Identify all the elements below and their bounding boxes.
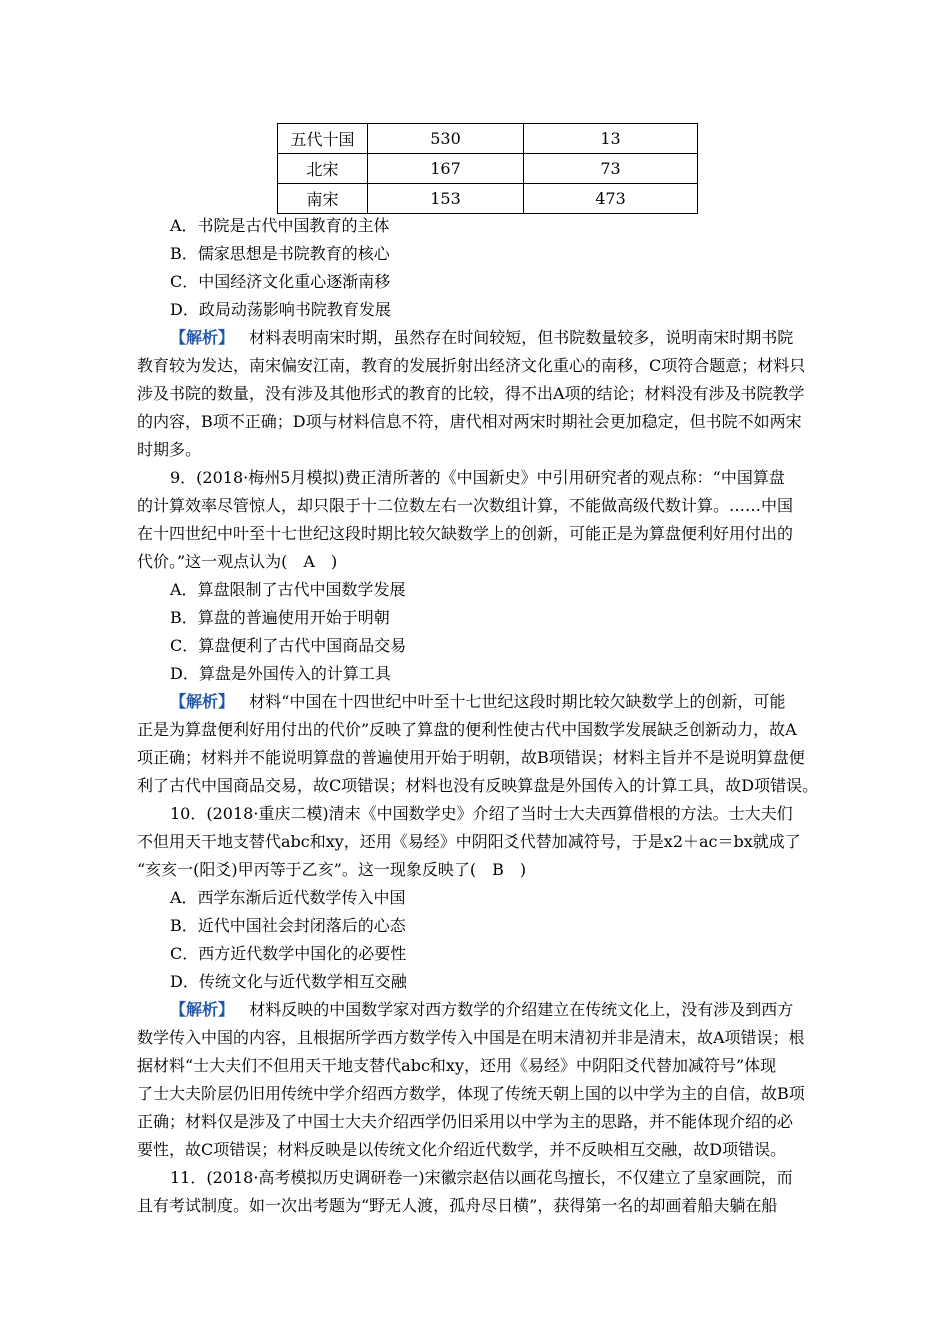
q10-stem-line: 不但用天干地支替代abc和xy，还用《易经》中阴阳爻代替加减符号，于是x2＋ac＝bx就成了 bbox=[137, 832, 801, 851]
q10-analysis-line: 要性，故C项错误；材料反映是以传统文化介绍近代数学，并不反映相互交融，故D项错误。 bbox=[137, 1140, 787, 1159]
q8-analysis-line: 【解析】 材料表明南宋时期，虽然存在时间较短，但书院数量较多，说明南宋时期书院 bbox=[170, 328, 794, 347]
q11-stem-line: 11．(2018·高考模拟历史调研卷一)宋徽宗赵佶以画花鸟擅长，不仅建立了皇家画院，而 bbox=[170, 1168, 793, 1187]
table-row bbox=[278, 154, 698, 184]
q8-option-b: B．儒家思想是书院教育的核心 bbox=[170, 244, 390, 263]
q8-analysis-line: 时期多。 bbox=[137, 440, 202, 459]
table-cell: 473 bbox=[524, 184, 698, 214]
table-cell: 153 bbox=[368, 184, 524, 214]
q9-option-b: B．算盘的普遍使用开始于明朝 bbox=[170, 608, 390, 627]
table-cell: 73 bbox=[524, 154, 698, 184]
q9-stem-line: 的计算效率尽管惊人，却只限于十二位数左右一次数组计算，不能做高级代数计算。……中国 bbox=[137, 496, 794, 515]
q9-stem-line: 代价。”这一观点认为( A ) bbox=[137, 552, 338, 571]
q8-option-a: A．书院是古代中国教育的主体 bbox=[170, 216, 390, 235]
analysis-tag: 【解析】 bbox=[170, 328, 235, 347]
table-cell: 13 bbox=[524, 124, 698, 154]
academy-count-table bbox=[277, 123, 698, 214]
q10-option-a: A．西学东渐后近代数学传入中国 bbox=[170, 888, 406, 907]
q8-analysis-line: 涉及书院的数量，没有涉及其他形式的教育的比较，得不出A项的结论；材料没有涉及书院教学 bbox=[137, 384, 805, 403]
q9-option-a: A．算盘限制了古代中国数学发展 bbox=[170, 580, 406, 599]
q10-analysis-line: 正确；材料仅是涉及了中国士大夫介绍西学仍旧采用以中学为主的思路，并不能体现介绍的必 bbox=[137, 1112, 794, 1131]
table-cell: 530 bbox=[368, 124, 524, 154]
q8-option-c: C．中国经济文化重心逐渐南移 bbox=[170, 272, 391, 291]
q10-analysis-line: 【解析】 材料反映的中国数学家对西方数学的介绍建立在传统文化上，没有涉及到西方 bbox=[170, 1000, 794, 1019]
q9-stem-line: 9．(2018·梅州5月模拟)费正清所著的《中国新史》中引用研究者的观点称：“中国算盘 bbox=[170, 468, 785, 487]
q9-option-d: D．算盘是外国传入的计算工具 bbox=[170, 664, 391, 683]
q9-analysis-line: 利了古代中国商品交易，故C项错误；材料也没有反映算盘是外国传入的计算工具，故D项错误。 bbox=[137, 776, 819, 795]
q10-option-d: D．传统文化与近代数学相互交融 bbox=[170, 972, 407, 991]
q9-stem-line: 在十四世纪中叶至十七世纪这段时期比较欠缺数学上的创新，可能正是为算盘便利好用付出的 bbox=[137, 524, 794, 543]
q8-analysis-line: 教育较为发达，南宋偏安江南，教育的发展折射出经济文化重心的南移，C项符合题意；材料只 bbox=[137, 356, 806, 375]
table-row bbox=[278, 184, 698, 214]
q10-analysis-line: 数学传入中国的内容，且根据所学西方数学传入中国是在明末清初并非是清末，故A项错误；根 bbox=[137, 1028, 805, 1047]
q10-analysis-line: 了士大夫阶层仍旧用传统中学介绍西方数学，体现了传统天朝上国的以中学为主的自信，故B项 bbox=[137, 1084, 805, 1103]
table-cell: 五代十国 bbox=[278, 124, 368, 154]
q9-analysis-line: 项正确；材料并不能说明算盘的普遍使用开始于明朝，故B项错误；材料主旨并不是说明算盘便 bbox=[137, 748, 805, 767]
q11-stem-line: 且有考试制度。如一次出考题为“野无人渡，孤舟尽日横”，获得第一名的却画着船夫躺在船 bbox=[137, 1196, 778, 1215]
q9-analysis-line: 【解析】 材料“中国在十四世纪中叶至十七世纪这段时期比较欠缺数学上的创新，可能 bbox=[170, 692, 786, 711]
analysis-tag: 【解析】 bbox=[170, 692, 235, 711]
q10-stem-line: 10．(2018·重庆二模)清末《中国数学史》介绍了当时士大夫西算借根的方法。士大夫们 bbox=[170, 804, 793, 823]
table-cell: 南宋 bbox=[278, 184, 368, 214]
table-cell: 北宋 bbox=[278, 154, 368, 184]
q10-option-b: B．近代中国社会封闭落后的心态 bbox=[170, 916, 406, 935]
q8-option-d: D．政局动荡影响书院教育发展 bbox=[170, 300, 391, 319]
q9-analysis-line: 正是为算盘便利好用付出的代价”反映了算盘的便利性使古代中国数学发展缺乏创新动力，故A bbox=[137, 720, 797, 739]
q10-analysis-line: 据材料“士大夫们不但用天干地支替代abc和xy，还用《易经》中阴阳爻代替加减符号”体现 bbox=[137, 1056, 777, 1075]
q8-analysis-line: 的内容，B项不正确；D项与材料信息不符，唐代相对两宋时期社会更加稳定，但书院不如两宋 bbox=[137, 412, 802, 431]
q10-stem-line: “亥亥一(阳爻)甲丙等于乙亥”。这一现象反映了( B ) bbox=[137, 860, 527, 879]
table-cell: 167 bbox=[368, 154, 524, 184]
q10-option-c: C．西方近代数学中国化的必要性 bbox=[170, 944, 407, 963]
table-row bbox=[278, 124, 698, 154]
q9-option-c: C．算盘便利了古代中国商品交易 bbox=[170, 636, 407, 655]
analysis-tag: 【解析】 bbox=[170, 1000, 235, 1019]
